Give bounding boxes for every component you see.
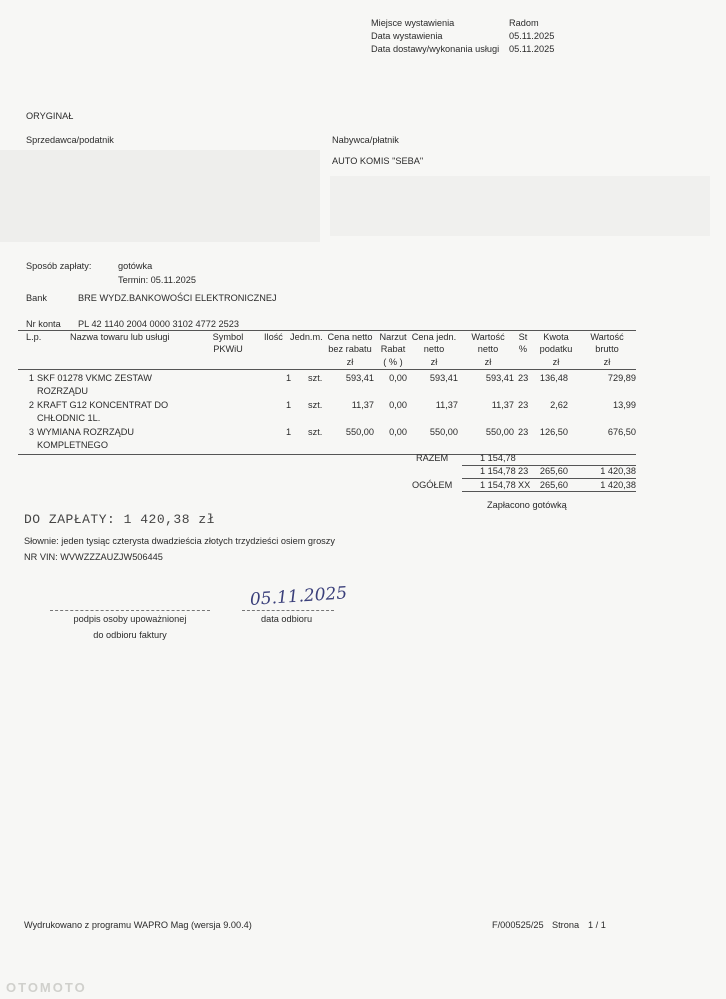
row-qty: 1 [286, 427, 292, 437]
row-tax: 136,48 [539, 373, 568, 383]
rate-gross: 1 420,38 [600, 466, 636, 476]
row-tax: 126,50 [539, 427, 568, 437]
col-discount-3: ( % ) [383, 357, 403, 367]
ogolem-gross: 1 420,38 [600, 480, 636, 490]
ogolem-tax: 265,60 [539, 480, 568, 490]
bank-value: BRE WYDZ.BANKOWOŚCI ELEKTRONICZNEJ [78, 293, 277, 303]
table-header-rule [18, 369, 636, 370]
printed-by: Wydrukowano z programu WAPRO Mag (wersja 9.00.4) [24, 920, 252, 930]
col-vat-2: % [518, 344, 528, 354]
row-discount: 0,00 [389, 427, 407, 437]
row-unit: szt. [308, 427, 323, 437]
row-name: SKF 01278 VKMC ZESTAW [37, 373, 152, 383]
bank-label: Bank [26, 293, 47, 303]
row-unit: szt. [308, 400, 323, 410]
row-qty: 1 [286, 400, 292, 410]
row-tax: 2,62 [550, 400, 568, 410]
payment-method-label: Sposób zapłaty: [26, 261, 92, 271]
row-name-2: KOMPLETNEGO [37, 440, 108, 450]
page-value: 1 / 1 [588, 920, 606, 930]
vin-number: NR VIN: WVWZZZAUZJW506445 [24, 552, 163, 562]
col-discount-2: Rabat [380, 344, 406, 354]
rate-vat: 23 [518, 466, 529, 476]
col-tax: Kwota [543, 332, 569, 342]
row-gross: 729,89 [607, 373, 636, 383]
date-received-label: data odbioru [261, 614, 313, 624]
col-gross-2: brutto [595, 344, 619, 354]
col-unit-net-2: netto [423, 344, 445, 354]
watermark-logo: OTOMOTO [6, 980, 87, 995]
col-discount: Narzut [379, 332, 407, 342]
amount-in-words: Słownie: jeden tysiąc czterysta dwadzieścia złotych trzydzieści osiem groszy [24, 536, 335, 546]
col-tax-2: podatku [539, 344, 573, 354]
row-name-2: CHŁODNIC 1L. [37, 413, 101, 423]
handwritten-date: 05.11.2025 [249, 583, 348, 610]
col-gross: Wartość [590, 332, 624, 342]
row-net: 11,37 [491, 400, 514, 410]
col-tax-3: zł [552, 357, 560, 367]
col-name: Nazwa towaru lub usługi [70, 332, 170, 342]
row-name: KRAFT G12 KONCENTRAT DO [37, 400, 169, 410]
totals-rule-3 [462, 491, 636, 492]
row-unit-net: 11,37 [435, 400, 458, 410]
row-qty: 1 [286, 373, 292, 383]
row-price: 550,00 [345, 427, 374, 437]
buyer-box-shadow [330, 176, 710, 236]
signature-person-label-2: do odbioru faktury [93, 630, 167, 640]
row-lp: 1 [28, 373, 34, 383]
row-discount: 0,00 [389, 373, 407, 383]
col-unit: Jedn.m. [290, 332, 323, 342]
payment-term: Termin: 05.11.2025 [118, 275, 196, 285]
col-net-price: Cena netto [327, 332, 373, 342]
col-gross-3: zł [603, 357, 611, 367]
issue-date-value: 05.11.2025 [509, 31, 555, 41]
col-symbol-2: PKWiU [213, 344, 243, 354]
totals-rule-2 [462, 478, 636, 479]
row-unit-net: 550,00 [429, 427, 458, 437]
row-lp: 2 [28, 400, 34, 410]
table-bottom-rule [18, 454, 636, 455]
col-vat: St [518, 332, 528, 342]
row-gross: 13,99 [613, 400, 636, 410]
razem-label: RAZEM [416, 453, 449, 463]
payment-method-value: gotówka [118, 261, 153, 271]
delivery-date-label: Data dostawy/wykonania usługi [371, 44, 500, 54]
place-value: Radom [509, 18, 539, 28]
col-lp: L.p. [26, 332, 42, 342]
ogolem-net: 1 154,78 [480, 480, 516, 490]
col-net-price-2: bez rabatu [328, 344, 372, 354]
col-net-price-3: zł [346, 357, 354, 367]
row-discount: 0,00 [389, 400, 407, 410]
row-unit-net: 593,41 [429, 373, 458, 383]
col-qty: Ilość [264, 332, 283, 342]
row-name-2: ROZRZĄDU [37, 386, 89, 396]
ogolem-label: OGÓŁEM [412, 480, 453, 490]
account-label: Nr konta [26, 319, 61, 329]
row-lp: 3 [28, 427, 34, 437]
col-net-value-2: netto [477, 344, 499, 354]
seller-box-shadow [0, 150, 320, 242]
col-unit-net-3: zł [430, 357, 438, 367]
row-vat: 23 [518, 427, 529, 437]
col-symbol: Symbol [212, 332, 244, 342]
issue-date-label: Data wystawienia [371, 31, 443, 41]
col-net-value: Wartość [471, 332, 505, 342]
place-label: Miejsce wystawienia [371, 18, 455, 28]
razem-net: 1 154,78 [480, 453, 516, 463]
date-line [242, 610, 334, 611]
row-unit: szt. [308, 373, 323, 383]
row-net: 550,00 [485, 427, 514, 437]
document-number: F/000525/25 [492, 920, 544, 930]
rate-tax: 265,60 [539, 466, 568, 476]
document-type: ORYGINAŁ [26, 111, 74, 121]
rate-net: 1 154,78 [480, 466, 516, 476]
row-vat: 23 [518, 400, 529, 410]
row-vat: 23 [518, 373, 529, 383]
buyer-name: AUTO KOMIS "SEBA" [332, 156, 424, 166]
signature-line [50, 610, 210, 611]
page-label: Strona [552, 920, 580, 930]
row-net: 593,41 [485, 373, 514, 383]
col-net-value-3: zł [484, 357, 492, 367]
row-price: 593,41 [345, 373, 374, 383]
account-value: PL 42 1140 2004 0000 3102 4772 2523 [78, 319, 239, 329]
row-gross: 676,50 [607, 427, 636, 437]
buyer-label: Nabywca/płatnik [332, 135, 399, 145]
col-unit-net: Cena jedn. [411, 332, 457, 342]
row-name: WYMIANA ROZRZĄDU [37, 427, 134, 437]
paid-note: Zapłacono gotówką [487, 500, 567, 510]
row-price: 11,37 [351, 400, 374, 410]
signature-person-label: podpis osoby upoważnionej [73, 614, 187, 624]
amount-due: DO ZAPŁATY: 1 420,38 zł [24, 512, 215, 527]
delivery-date-value: 05.11.2025 [509, 44, 555, 54]
table-top-rule [18, 330, 636, 331]
ogolem-vat: XX [518, 480, 531, 490]
seller-label: Sprzedawca/podatnik [26, 135, 114, 145]
